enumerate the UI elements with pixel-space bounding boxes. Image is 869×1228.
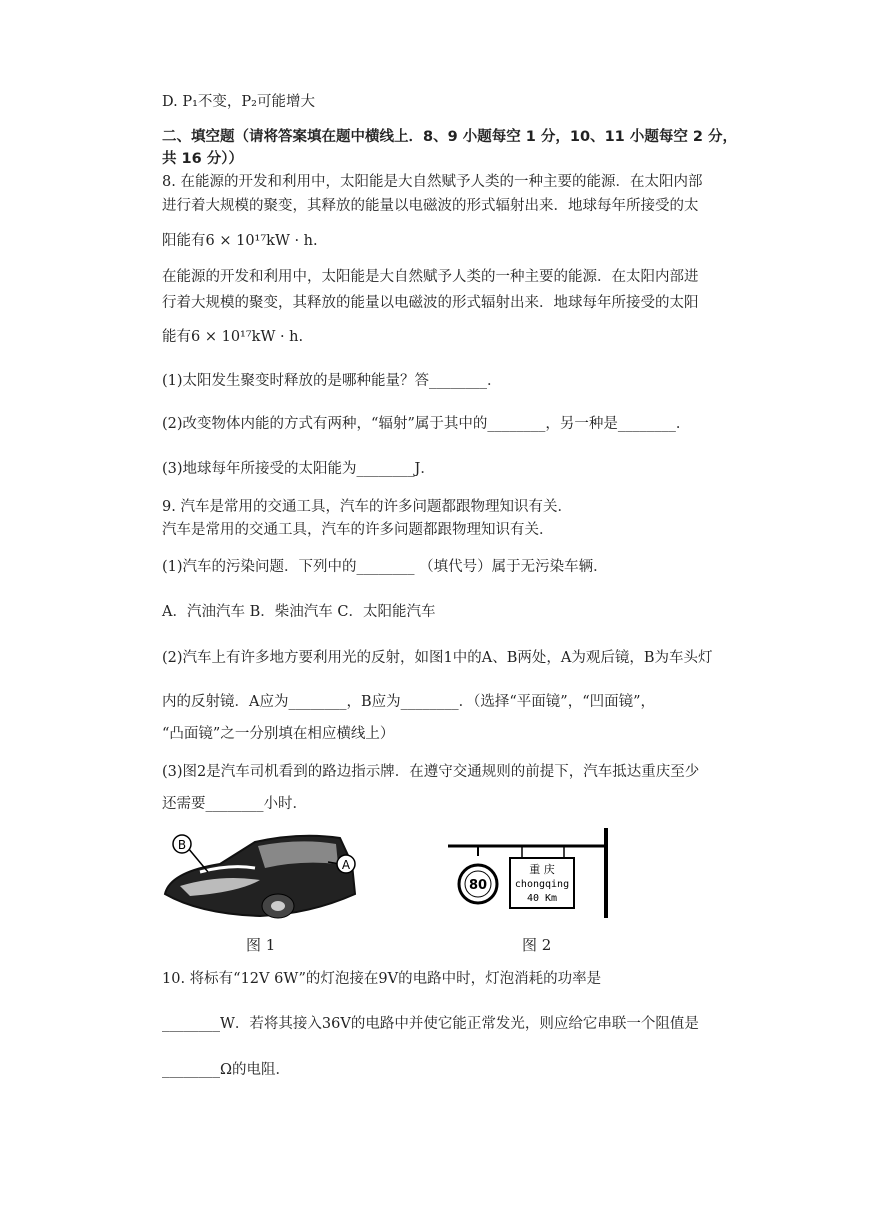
text-line: 还需要________小时． — [162, 796, 307, 812]
text-line: 在能源的开发和利用中，太阳能是大自然赋予人类的一种主要的能源．在太阳内部进 — [162, 269, 699, 285]
text-line: (2)改变物体内能的方式有两种，“辐射”属于其中的________，另一种是________． — [162, 416, 691, 432]
text-line: (3)图2是汽车司机看到的路边指示牌．在遵守交通规则的前提下，汽车抵达重庆至少 — [162, 764, 700, 780]
figure-1-label-a: A — [341, 858, 351, 872]
sign-speed-limit: 80 — [468, 878, 488, 893]
text-line: 10. 将标有“12V 6W”的灯泡接在9V的电路中时，灯泡消耗的功率是 — [162, 971, 602, 987]
sign-city: 重 庆 — [529, 863, 555, 876]
text-line: 9. 汽车是常用的交通工具，汽车的许多问题都跟物理知识有关． — [162, 499, 572, 515]
text-line: ________Ω的电阻． — [162, 1062, 291, 1078]
text-line: (1)太阳发生聚变时释放的是哪种能量？答________． — [162, 373, 502, 389]
text-line: 共 16 分）） — [162, 151, 244, 167]
text-line: (2)汽车上有许多地方要利用光的反射，如图1中的A、B两处，A为观后镜，B为车头灯 — [162, 650, 713, 666]
text-line: A．汽油汽车 B．柴油汽车 C．太阳能汽车 — [162, 604, 436, 620]
figure-1-caption: 图 1 — [246, 936, 276, 954]
text-line: ________W．若将其接入36V的电路中并使它能正常发光，则应给它串联一个阻值是 — [162, 1016, 699, 1032]
text-line: (3)地球每年所接受的太阳能为________J． — [162, 461, 435, 477]
text-line: “凸面镜”之一分别填在相应横线上） — [162, 726, 395, 742]
text-line: 二、填空题（请将答案填在题中横线上．8、9 小题每空 1 分，10、11 小题每空 2 分， — [162, 129, 737, 145]
text-line: 阳能有6 × 10¹⁷kW · h. — [162, 233, 318, 249]
sign-pinyin: chongqing — [514, 879, 570, 890]
figure-2-caption: 图 2 — [522, 936, 552, 954]
text-line: 能有6 × 10¹⁷kW · h. — [162, 329, 304, 345]
text-line: D. P₁不变，P₂可能增大 — [162, 94, 315, 110]
figure-1-label-b: B — [177, 838, 187, 852]
text-line: (1)汽车的污染问题．下列中的________ （填代号）属于无污染车辆． — [162, 559, 608, 575]
figure-1-car-image — [160, 824, 360, 924]
text-line: 行着大规模的聚变，其释放的能量以电磁波的形式辐射出来．地球每年所接受的太阳 — [162, 295, 699, 311]
sign-distance: 40 Km — [526, 893, 558, 904]
text-line: 内的反射镜．A应为________，B应为________．（选择“平面镜”，“凹面镜”， — [162, 694, 656, 710]
text-line: 进行着大规模的聚变，其释放的能量以电磁波的形式辐射出来．地球每年所接受的太 — [162, 198, 699, 214]
text-line: 8. 在能源的开发和利用中，太阳能是大自然赋予人类的一种主要的能源．在太阳内部 — [162, 174, 703, 190]
figure-2-road-sign-image — [440, 826, 620, 918]
text-line: 汽车是常用的交通工具，汽车的许多问题都跟物理知识有关． — [162, 522, 554, 538]
